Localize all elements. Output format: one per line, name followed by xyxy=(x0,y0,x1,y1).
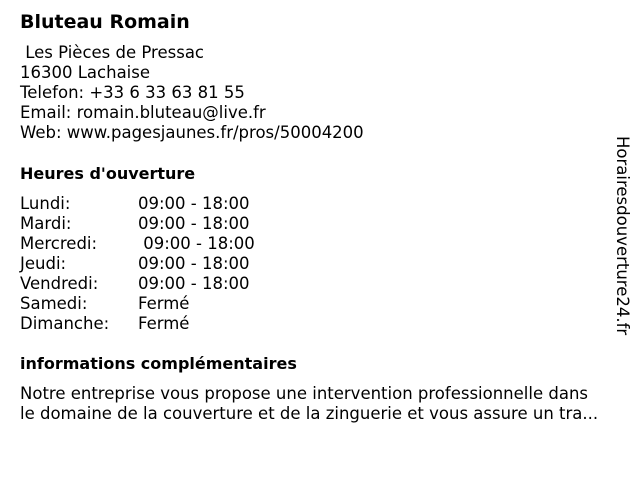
website-link[interactable]: Web: www.pagesjaunes.fr/pros/50004200 xyxy=(20,123,364,142)
day-hours: 09:00 - 18:00 xyxy=(138,234,255,253)
day-label: Mercredi: xyxy=(20,234,98,253)
opening-hours-heading: Heures d'ouverture xyxy=(20,164,196,183)
site-watermark xyxy=(612,136,632,346)
day-hours: Fermé xyxy=(138,294,190,313)
info-line: Notre entreprise vous propose une intervention professionnelle dans xyxy=(20,384,588,403)
day-hours: 09:00 - 18:00 xyxy=(138,254,250,273)
hours-row xyxy=(20,314,255,334)
email-address[interactable]: Email: romain.bluteau@live.fr xyxy=(20,103,266,122)
day-hours: 09:00 - 18:00 xyxy=(138,274,250,293)
watermark-text: Horairesdouverture24.fr xyxy=(613,136,632,336)
hours-row xyxy=(20,234,255,254)
day-label: Lundi: xyxy=(20,194,71,213)
phone-number[interactable]: Telefon: +33 6 33 63 81 55 xyxy=(20,83,245,102)
hours-row xyxy=(20,254,255,274)
hours-row xyxy=(20,294,255,314)
hours-row xyxy=(20,214,255,234)
contact-block xyxy=(20,43,364,143)
day-label: Vendredi: xyxy=(20,274,99,293)
address-street: Les Pièces de Pressac xyxy=(20,43,205,62)
opening-hours-table xyxy=(20,194,255,334)
day-label: Jeudi: xyxy=(20,254,67,273)
additional-info-text xyxy=(20,384,632,424)
day-hours: 09:00 - 18:00 xyxy=(138,214,250,233)
business-name: Bluteau Romain xyxy=(20,11,190,33)
day-hours: 09:00 - 18:00 xyxy=(138,194,250,213)
day-hours: Fermé xyxy=(138,314,190,333)
additional-info-heading: informations complémentaires xyxy=(20,354,297,373)
hours-row xyxy=(20,274,255,294)
day-label: Mardi: xyxy=(20,214,72,233)
day-label: Samedi: xyxy=(20,294,88,313)
hours-row xyxy=(20,194,255,214)
address-city: 16300 Lachaise xyxy=(20,63,151,82)
info-line: le domaine de la couverture et de la zinguerie et vous assure un tra... xyxy=(20,404,599,423)
day-label: Dimanche: xyxy=(20,314,110,333)
